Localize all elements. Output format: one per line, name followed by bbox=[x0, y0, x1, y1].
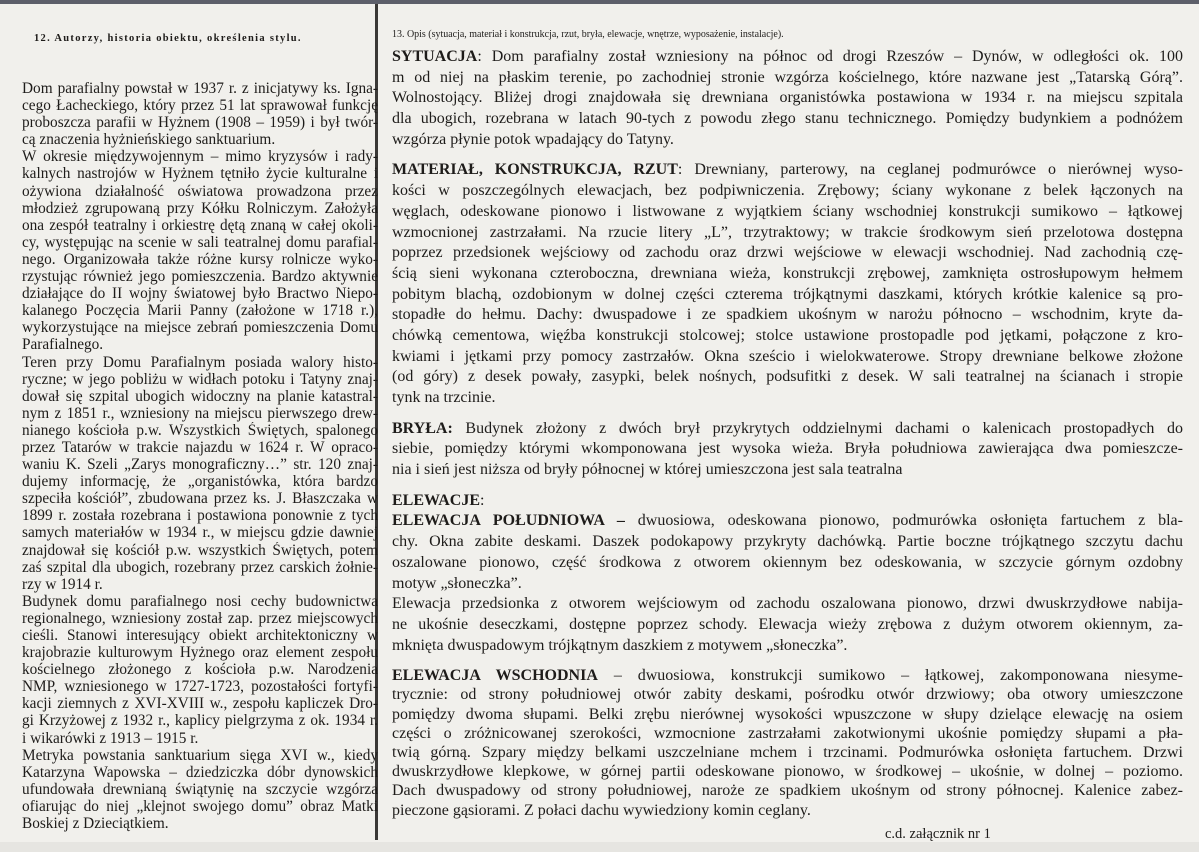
text-line bbox=[392, 202, 1183, 223]
text-line: nym z 1851 r., wzniesiony na miejscu pierwszego drew- bbox=[22, 404, 378, 422]
text-line: Teren przy Domu Parafialnym posiada walory histo- bbox=[22, 353, 378, 371]
text-line bbox=[392, 388, 1183, 409]
text-line bbox=[392, 47, 1183, 68]
text-line bbox=[392, 264, 1183, 285]
history-paragraph bbox=[22, 747, 378, 832]
text-line bbox=[392, 88, 1183, 109]
section-12-header: 12. Autorzy, historia obiektu, określenia stylu. bbox=[34, 33, 302, 44]
line-text: : Dom parafialny został wzniesiony na północ od drogi Rzeszów – Dynów, w odległości ok. 100 bbox=[477, 48, 1183, 65]
section-label: ELEWACJA POŁUDNIOWA – bbox=[392, 512, 625, 530]
line-text: kwiami i jętkami przy pomocy zastrzałów. Okna sześcio i wielokwaterowe. Stropy drewniane belkowe złożone bbox=[392, 347, 1183, 365]
line-text: (od góry) z desek powały, zasypki, belek nośnych, podsufitki z desek. W sali teatralnej na ścianach i stropie bbox=[392, 368, 1183, 386]
text-line: regionalnego, wzniesiony został zap. przez miejscowych bbox=[22, 609, 378, 627]
line-text: Dach dwuspadowy od strony południowej, naroże ze spadkiem ukośnym od strony północnej. Kalenice zabez- bbox=[392, 782, 1183, 800]
line-text: – dwuosiowa, konstrukcji sumikowo – łątkowej, zakomponowana niesyme- bbox=[597, 667, 1183, 685]
text-line: działające do II wojny światowej było Bractwo Niepo- bbox=[22, 285, 378, 303]
description-section bbox=[392, 419, 1183, 481]
description-section bbox=[392, 666, 1183, 820]
history-paragraph bbox=[22, 148, 378, 353]
text-line: waniu K. Szeli „Zarys monograficzny…” str. 120 znaj- bbox=[22, 456, 378, 474]
text-line: dujemy informację, że „organistówka, która bardzo bbox=[22, 473, 378, 491]
line-text: pieczone gąsiorami. Z połaci dachu wywiedziony komin ceglany. bbox=[392, 801, 811, 819]
text-line: cą znaczenia hyżnieńskiego sanktuarium. bbox=[22, 131, 276, 149]
text-line: 1899 r. została rozebrana i postawiona ponownie z tych bbox=[22, 507, 378, 525]
text-line bbox=[392, 160, 1183, 181]
text-line: nianego kościoła p.w. Wszystkich Świętych, spalonego bbox=[22, 421, 378, 439]
text-line: szpeciła kościół”, zbudowana przez ks. J. Błaszczaka w bbox=[22, 490, 378, 508]
text-line bbox=[392, 491, 1183, 512]
text-line bbox=[392, 419, 1183, 440]
scan-top-edge bbox=[0, 0, 1199, 4]
line-text: tynk na trzcinie. bbox=[392, 389, 496, 406]
line-text: chy. Okna zabite deskami. Daszek podokapowy przykryty dachówką. Partie boczne trójkątnego szczytu dachu bbox=[392, 533, 1183, 551]
text-line: Boskiej z Dzieciątkiem. bbox=[22, 815, 169, 833]
text-line: młodzież zgrupowaną przy Kółku Rolniczym. Założyła bbox=[22, 199, 378, 217]
text-line: proboszcza parafii w Hyżnem (1908 – 1959) i był twór- bbox=[22, 114, 378, 132]
line-text: poprzez przedsionek wejściowy od zachodu oraz drzwi wejściowe w elewacji wschodniej. Nad zachodnią czę- bbox=[392, 244, 1183, 262]
history-paragraph bbox=[22, 354, 378, 593]
text-line bbox=[392, 130, 1183, 151]
text-line: cieśli. Stanowi interesujący obiekt architektoniczny w bbox=[22, 627, 378, 644]
section-label: ELEWACJE bbox=[392, 491, 481, 509]
line-text: węglach, odeskowane pionowo i listwowane z wyjątkiem ściany wschodniej konstrukcji sumikowo – łątkowej bbox=[392, 202, 1183, 220]
text-line: dował się szpital ubogich widoczny na planie katastral- bbox=[22, 387, 378, 405]
section-label: ELEWACJA WSCHODNIA bbox=[392, 667, 598, 685]
line-text: wzmocnionej zastrzałami. Na rzucie litery „L”, trzytraktowy; w trakcie środkowym sień przelotowa dostępna bbox=[392, 223, 1183, 241]
line-text: nia i sień jest niższa od bryły północnej w której umieszczona jest sala teatralna bbox=[392, 461, 903, 479]
line-text: m od niej na płaskim terenie, po zachodniej stronie wzgórza kościelnego, które nazwane jest „Tatarską Górą”. bbox=[392, 68, 1183, 86]
text-line bbox=[392, 685, 1183, 704]
text-line: cego Łacheckiego, który przez 51 lat sprawował funkcję bbox=[22, 97, 378, 115]
text-line: samych materiałów w 1934 r., w miejscu gdzie dawniej bbox=[22, 524, 378, 542]
text-line bbox=[392, 574, 1183, 595]
description-section bbox=[392, 491, 1183, 512]
text-line bbox=[392, 223, 1183, 244]
text-line: kalanego Poczęcia Marii Panny (założone w 1718 r.), bbox=[22, 302, 378, 320]
line-text: chówką cementowa, więźba konstrukcji stolcowej; stolce ustawione prostopadle pod jętkami, połączone z kro- bbox=[392, 326, 1183, 344]
line-text: Wolnostojący. Bliżej drogi znajdowała się drewniana organistówka postawiona w 1934 r. na miejscu szpitala bbox=[392, 89, 1183, 107]
text-line bbox=[392, 724, 1183, 743]
description-section bbox=[392, 47, 1183, 150]
section-13-header: 13. Opis (sytuacja, materiał i konstrukcja, rzut, bryła, elewacje, wnętrze, wyposażenie, instalacje). bbox=[392, 29, 784, 40]
scan-bottom-edge bbox=[0, 842, 1199, 852]
text-line bbox=[392, 553, 1183, 574]
text-line bbox=[392, 511, 1183, 532]
text-line: kalnych nastrojów w Hyżnem tętniło życie kulturalne i bbox=[22, 165, 378, 183]
text-line bbox=[392, 705, 1183, 724]
text-line bbox=[392, 743, 1183, 762]
line-text: części o zróżnicowanej szerokości, wzmocnione zastrzałami zakotwionymi ukośnie pomiędzy słupami a pła- bbox=[392, 724, 1183, 742]
text-line: kościelnego złożonego z kościoła p.w. Narodzenia bbox=[22, 661, 378, 679]
history-paragraph bbox=[22, 593, 378, 747]
text-line: Metryka powstania sanktuarium sięga XVI w., kiedy bbox=[22, 746, 378, 764]
text-line: cy, występując na scenie w sali teatralnej domu parafial- bbox=[22, 233, 378, 251]
line-text: dwuosiowa, odeskowana pionowo, podmurówka osłonięta fartuchem z bla- bbox=[624, 512, 1183, 530]
line-text: pomiędzy dwoma słupami. Belki zrębu nierównej wysokości wpuszczone w słupy dzielące elewację na osiem bbox=[392, 705, 1183, 723]
line-text: Budynek złożony z dwóch brył przykrytych oddzielnymi dachami o kalenicach prostopadłych do bbox=[452, 419, 1183, 437]
text-line bbox=[392, 305, 1183, 326]
text-line: ufundowała drewnianą świątynię na szczycie wzgórza bbox=[22, 780, 378, 798]
text-line: ryczne; w jego pobliżu w widłach potoku i Tatyny znaj- bbox=[22, 370, 378, 388]
line-text: mknięta dwuspadowym trójkątnym daszkiem z motywem „słoneczka”. bbox=[392, 636, 848, 654]
continuation-note: c.d. załącznik nr 1 bbox=[885, 826, 991, 842]
text-line: kacji ziemnych z XVI-XVIII w., zespołu kapliczek Dro- bbox=[22, 695, 378, 713]
text-line: Parafialnego. bbox=[22, 336, 104, 354]
text-line: ożywiona działalność oświatowa prowadzona przez bbox=[22, 182, 378, 200]
text-line bbox=[392, 243, 1183, 264]
text-line: gi Krzyżowej z 1932 r., kaplicy pielgrzyma z ok. 1934 r. bbox=[22, 712, 378, 730]
text-line bbox=[392, 285, 1183, 306]
description-section bbox=[392, 594, 1183, 656]
line-text: : bbox=[480, 491, 485, 509]
text-line: i wikarówki z 1913 – 1915 r. bbox=[22, 729, 199, 747]
text-line: rzystując również jego pomieszczenia. Bardzo aktywnie bbox=[22, 268, 378, 286]
line-text: dla ubogich, rozebrana w latach 90-tych z powodu złego stanu technicznego. Pomiędzy budynkiem a podnóżem bbox=[392, 110, 1183, 128]
line-text: trycznie: od strony południowej otwór zabity deskami, pośrodku otwór drzwiowy; oba otwory umieszczone bbox=[392, 686, 1183, 704]
text-line bbox=[392, 439, 1183, 460]
text-line bbox=[392, 615, 1183, 636]
text-line: ofiarując do niej „klejnot swojego domu” obraz Matki bbox=[22, 797, 378, 815]
text-line: Budynek domu parafialnego nosi cechy budownictwa bbox=[22, 592, 378, 610]
text-line: rzy w 1914 r. bbox=[22, 575, 103, 593]
text-line: wykorzystujące na miejsce zebrań pomieszczenia Domu bbox=[22, 319, 378, 337]
text-line bbox=[392, 762, 1183, 781]
text-line bbox=[392, 666, 1183, 685]
line-text: siebie, pomiędzy którymi wkomponowana jest wysoka wieża. Bryła południowa zawierająca dwa pomieszcze- bbox=[392, 440, 1183, 458]
line-text: ścią sieni wykonana czteroboczna, drewniana wieża, konstrukcji zrębowej, zamknięta ostrosłupowym hełmem bbox=[392, 264, 1183, 282]
text-line bbox=[392, 636, 1183, 657]
text-line bbox=[392, 460, 1183, 481]
line-text: : Drewniany, parterowy, na ceglanej podmurówce o nierównej wyso- bbox=[677, 161, 1183, 179]
text-line bbox=[392, 347, 1183, 368]
text-line bbox=[392, 781, 1183, 800]
text-line: W okresie międzywojennym – mimo kryzysów i rady- bbox=[22, 148, 378, 166]
text-line bbox=[392, 181, 1183, 202]
text-line: Katarzyna Wapowska – dziedziczka dóbr dynowskich bbox=[22, 763, 378, 781]
description-section bbox=[392, 511, 1183, 594]
line-text: twią górną. Szpary między belkami uszczelniane mchem i trzcinami. Podmurówka osłonięta fartuchem. Drzwi bbox=[392, 744, 1183, 761]
text-line: znajdował się kościół p.w. wszystkich Świętych, potem bbox=[22, 541, 378, 559]
text-line: Dom parafialny powstał w 1937 r. z inicjatywy ks. Igna- bbox=[22, 80, 378, 97]
history-paragraph bbox=[22, 80, 378, 148]
section-label: MATERIAŁ, KONSTRUKCJA, RZUT bbox=[392, 161, 678, 179]
text-line: krajobrazie kulturowym Hyżnego oraz element zespołu bbox=[22, 644, 378, 662]
text-line bbox=[392, 532, 1183, 553]
line-text: Elewacja przedsionka z otworem wejściowym od zachodu oszalowana pionowo, drzwi dwuskrzydłowe nabija- bbox=[392, 595, 1183, 613]
line-text: motyw „słoneczka”. bbox=[392, 574, 522, 592]
line-text: stopadłe do hełmu. Dachy: dwuspadowe i ze spadkiem ukośnym w narożu północno – wschodnim, kryte da- bbox=[392, 306, 1183, 324]
text-line: zaś szpital dla ubogich, rozebrany przez carskich żołnie- bbox=[22, 558, 378, 576]
text-line bbox=[392, 594, 1183, 615]
text-line bbox=[392, 326, 1183, 347]
text-line bbox=[392, 367, 1183, 388]
text-line bbox=[392, 68, 1183, 89]
line-text: oszalowane pionowo, część środkowa z otworem okiennym bez odeskowania, w szczycie górnym ozdobny bbox=[392, 553, 1183, 571]
line-text: dwuskrzydłowe klepkowe, w górnej partii odeskowane pionowo, w środkowej – ukośnie, w dolnej – poziomo. bbox=[392, 763, 1183, 781]
text-line: ona zespół teatralny i orkiestrę dętą znaną w całej okoli- bbox=[22, 216, 378, 234]
section-label: SYTUACJA bbox=[392, 48, 478, 65]
description-section bbox=[392, 160, 1183, 408]
line-text: pobitym blachą, ozdobionym w dolnej części czterema trójkątnymi daszkami, których krótkie kalenice są pro- bbox=[392, 285, 1183, 303]
text-line: nego. Organizowała także różne kursy rolnicze wyko- bbox=[22, 250, 378, 268]
text-line: przez Tatarów w trakcie najazdu w 1624 r. W opraco- bbox=[22, 438, 378, 456]
description-column bbox=[392, 47, 1183, 820]
text-line bbox=[392, 109, 1183, 130]
text-line bbox=[392, 801, 1183, 820]
history-column bbox=[22, 80, 378, 832]
line-text: kości w poszczególnych elewacjach, bez podpiwniczenia. Zrębowy; ściany wykonane z belek łączonych na bbox=[392, 182, 1183, 200]
text-line: NMP, wzniesionego w 1727-1723, pozostałości fortyfi- bbox=[22, 678, 378, 696]
line-text: wzgórza płynie potok wpadający do Tatyny. bbox=[392, 130, 674, 148]
line-text: ne ukośnie deseczkami, dostępne poprzez schody. Elewacja wieży zrębowa z dużym otworem okiennym, za- bbox=[392, 615, 1183, 633]
section-label: BRYŁA: bbox=[392, 419, 453, 437]
